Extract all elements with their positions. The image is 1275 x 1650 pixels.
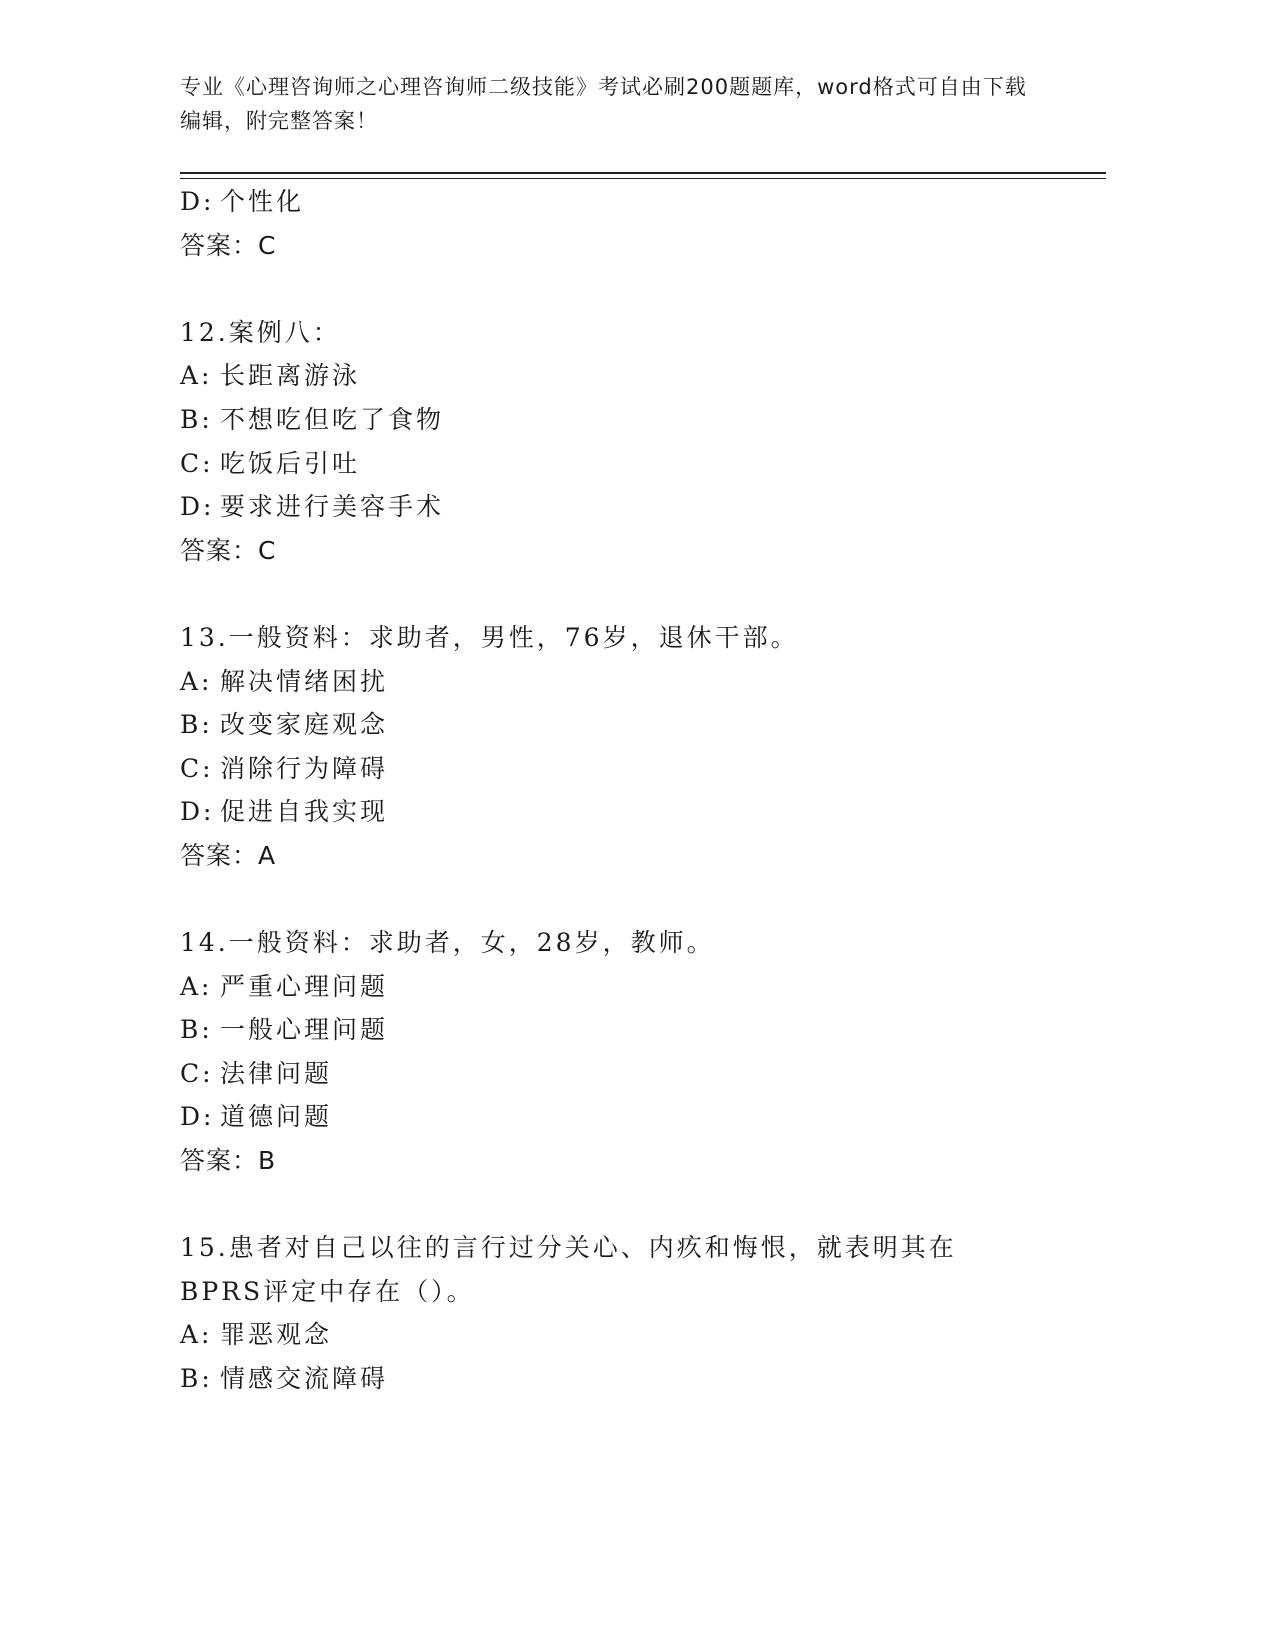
option-text: 长距离游泳 xyxy=(220,361,361,391)
header-divider-thick xyxy=(180,172,1106,174)
option-text: 法律问题 xyxy=(220,1058,333,1088)
option-letter: B: xyxy=(180,1015,213,1045)
option-text: 解决情绪困扰 xyxy=(220,666,389,696)
option-letter: D: xyxy=(180,187,215,216)
option-letter: C: xyxy=(180,753,214,783)
option-text: 吃饭后引吐 xyxy=(220,448,361,478)
option-letter: D: xyxy=(180,797,215,827)
question-stem: 15.患者对自己以往的言行过分关心、内疚和悔恨，就表明其在BPRS评定中存在（）。 xyxy=(180,1233,957,1306)
option-letter: A: xyxy=(180,1320,213,1350)
question-list xyxy=(180,180,1060,1401)
option-letter: B: xyxy=(180,1364,213,1394)
header-divider-thin xyxy=(180,178,1106,179)
document-header: 专业《心理咨询师之心理咨询师二级技能》考试必刷200题题库，word格式可自由下载编辑，附完整答案！ xyxy=(180,75,1027,133)
answer-line: 答案：C xyxy=(180,535,277,565)
option-letter: C: xyxy=(180,448,214,478)
option-text: 消除行为障碍 xyxy=(220,753,389,783)
option-item xyxy=(180,965,1060,1009)
answer-line: 答案：A xyxy=(180,840,277,870)
option-text: 不想吃但吃了食物 xyxy=(220,404,445,434)
option-letter: D: xyxy=(180,492,215,522)
option-letter: B: xyxy=(180,710,213,740)
option-text: 道德问题 xyxy=(220,1102,333,1132)
option-text: 要求进行美容手术 xyxy=(220,492,445,522)
question-stem: 13.一般资料：求助者，男性，76岁，退休干部。 xyxy=(180,622,799,652)
option-text: 严重心理问题 xyxy=(220,971,389,1001)
option-item xyxy=(180,660,1060,704)
option-item xyxy=(180,485,1060,529)
option-item xyxy=(180,747,1060,791)
option-letter: C: xyxy=(180,1058,214,1088)
option-item xyxy=(180,1313,1060,1357)
option-text: 改变家庭观念 xyxy=(220,710,389,740)
option-text: 罪恶观念 xyxy=(220,1320,333,1350)
option-item xyxy=(180,354,1060,398)
option-letter: D: xyxy=(180,1102,215,1132)
option-letter: A: xyxy=(180,666,213,696)
answer-line: 答案：B xyxy=(180,1146,277,1176)
option-item xyxy=(180,1008,1060,1052)
question-stem: 14.一般资料：求助者，女，28岁，教师。 xyxy=(180,928,715,958)
option-item xyxy=(180,1052,1060,1096)
option-item xyxy=(180,790,1060,834)
option-item xyxy=(180,180,1060,224)
option-item xyxy=(180,1095,1060,1139)
option-letter: A: xyxy=(180,971,213,1001)
option-text: 情感交流障碍 xyxy=(220,1364,389,1394)
option-text: 个性化 xyxy=(220,187,305,216)
option-item xyxy=(180,1357,1060,1401)
option-item xyxy=(180,703,1060,747)
question-stem: 12.案例八： xyxy=(180,317,341,347)
option-item xyxy=(180,398,1060,442)
option-text: 促进自我实现 xyxy=(220,797,389,827)
option-item xyxy=(180,442,1060,486)
option-text: 一般心理问题 xyxy=(220,1015,389,1045)
answer-line: 答案：C xyxy=(180,230,277,260)
option-letter: B: xyxy=(180,404,213,434)
option-letter: A: xyxy=(180,361,213,391)
